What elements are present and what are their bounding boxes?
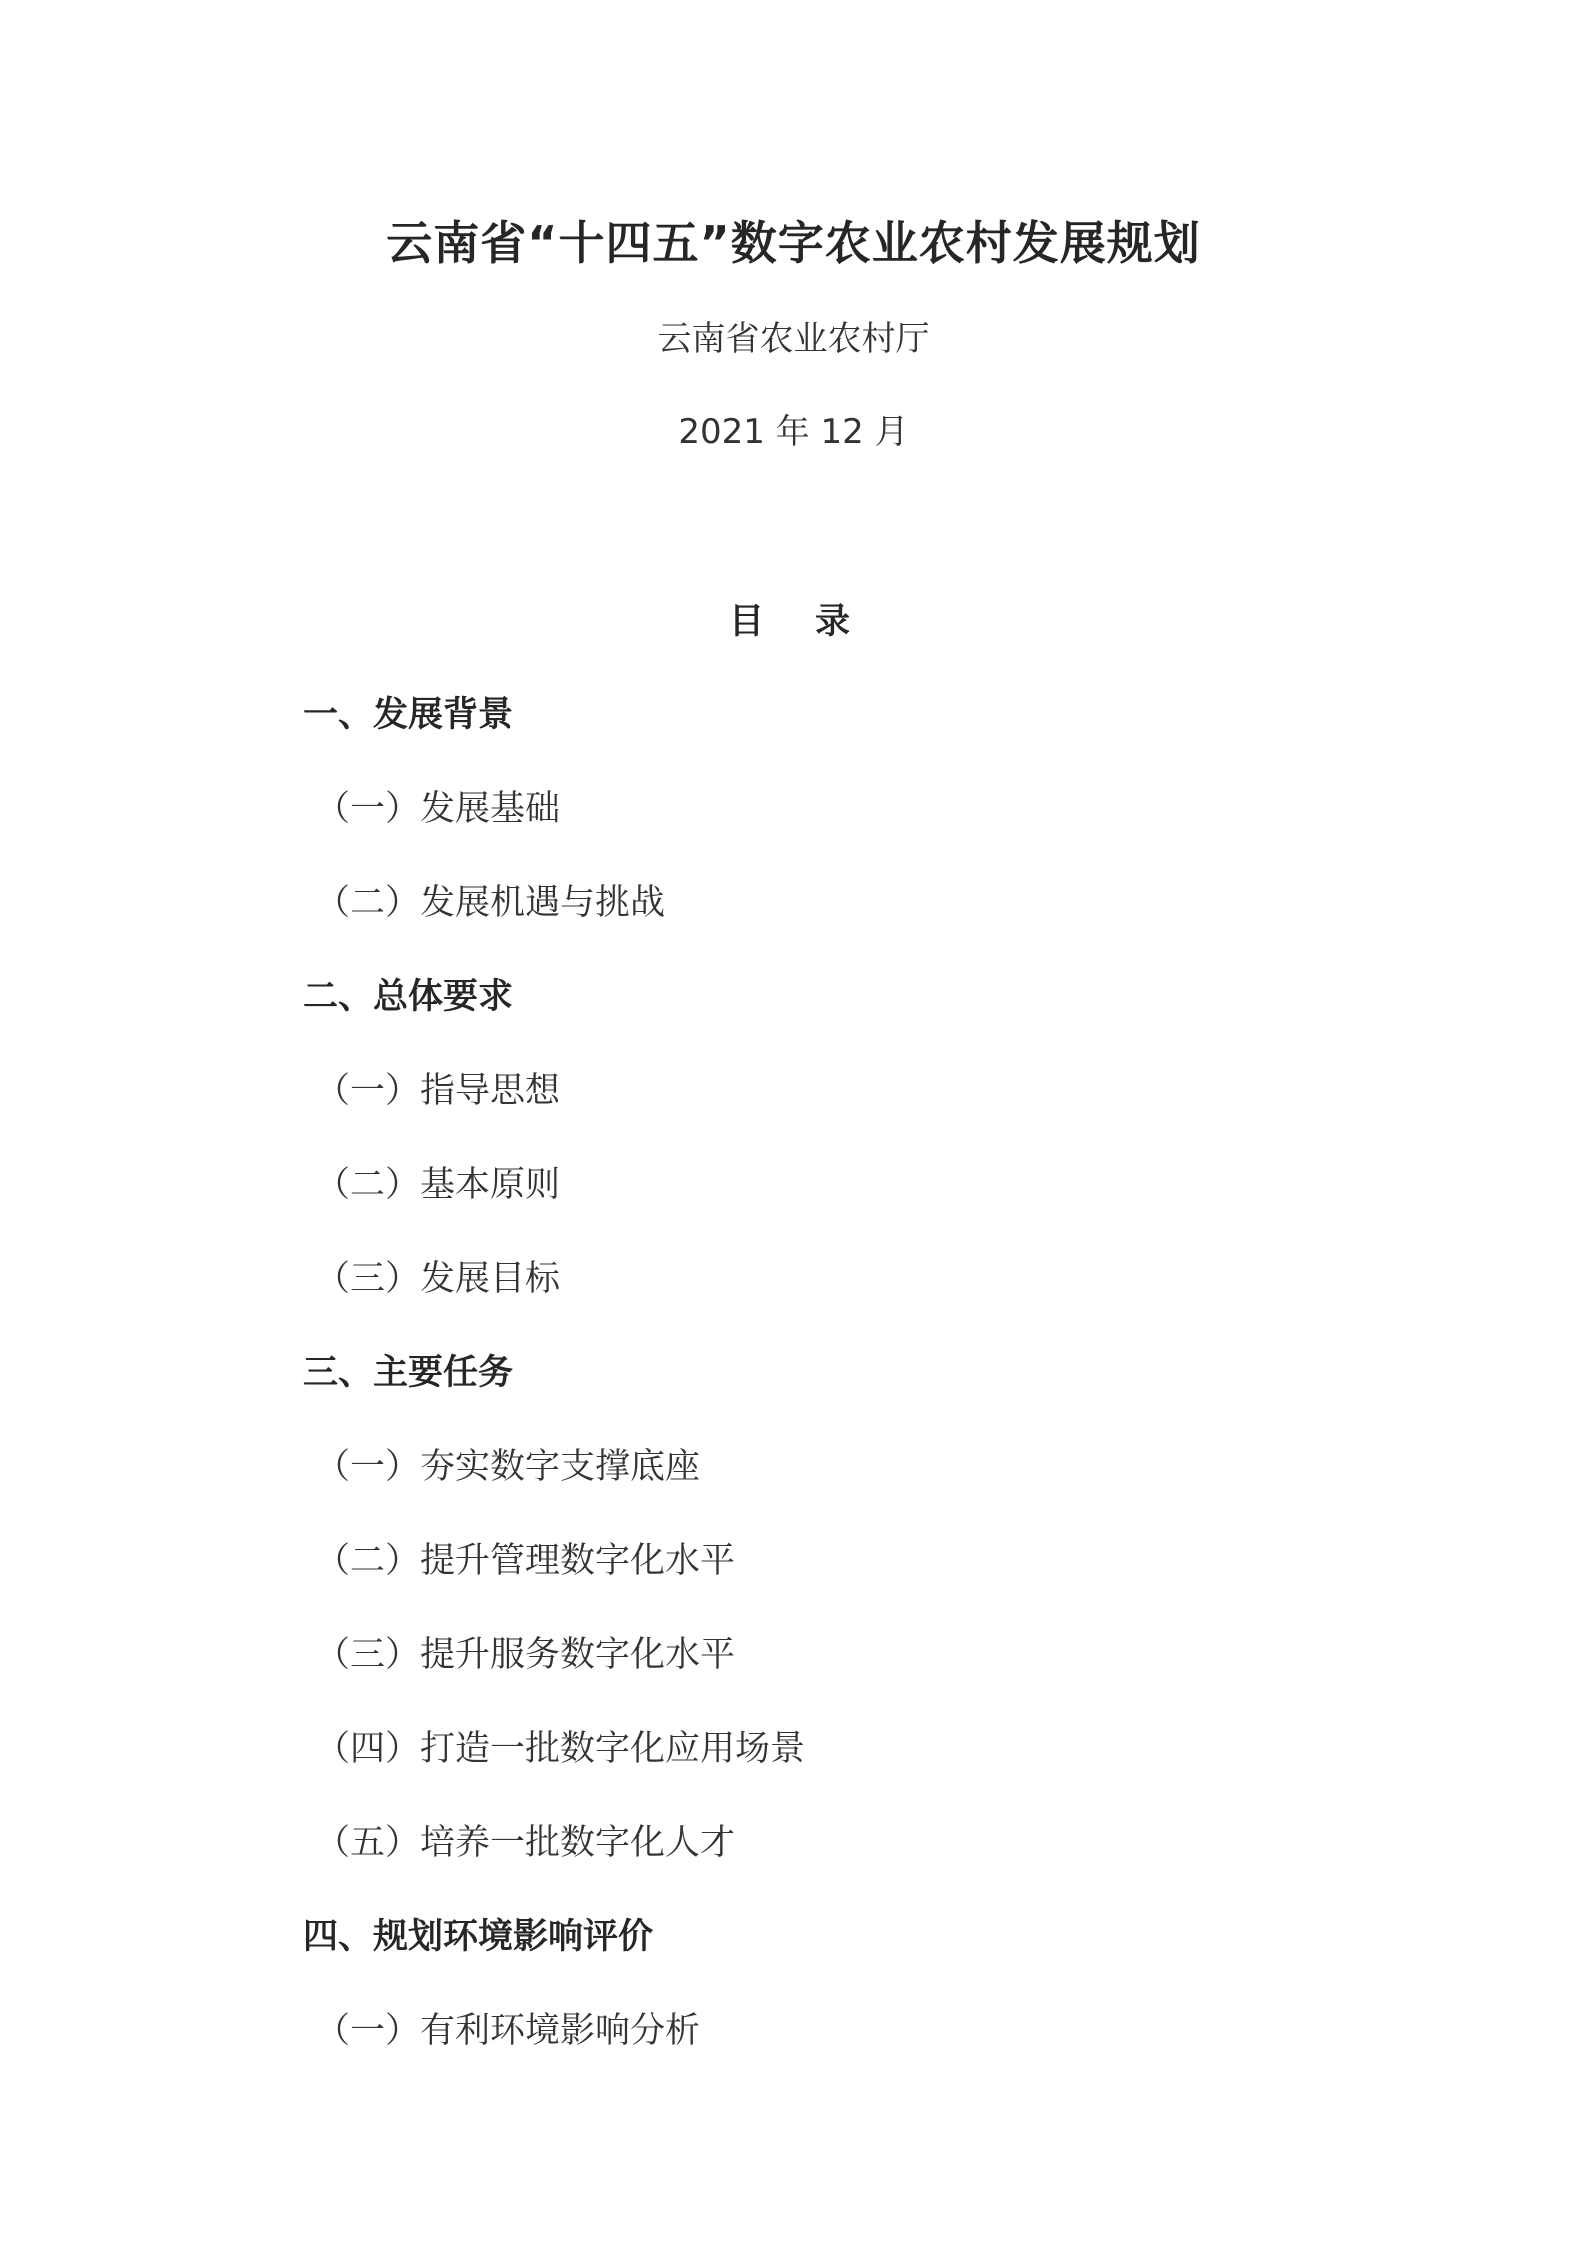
toc-section-heading: 一、发展背景: [303, 695, 514, 735]
toc-subsection-item: （二）基本原则: [315, 1165, 561, 1205]
table-of-contents: [303, 690, 1403, 2100]
document-title: 云南省“十四五”数字农业农村发展规划: [386, 216, 1201, 270]
toc-heading: 目 录: [728, 602, 858, 642]
toc-section-heading: 四、规划环境影响评价: [303, 1917, 654, 1957]
issuer-name: 云南省农业农村厅: [657, 319, 930, 359]
toc-section-heading: 二、总体要求: [303, 977, 514, 1017]
toc-subsection-item: （五）培养一批数字化人才: [315, 1823, 736, 1863]
toc-subsection-item: （二）提升管理数字化水平: [315, 1541, 736, 1581]
toc-subsection-item: （一）指导思想: [315, 1071, 561, 1111]
issue-date: 2021 年 12 月: [678, 412, 909, 452]
toc-subsection-item: （一）夯实数字支撑底座: [315, 1447, 701, 1487]
toc-subsection-item: （二）发展机遇与挑战: [315, 883, 666, 923]
toc-subsection-item: （一）有利环境影响分析: [315, 2011, 701, 2051]
toc-subsection-item: （一）发展基础: [315, 789, 561, 829]
toc-section-heading: 三、主要任务: [303, 1353, 514, 1393]
toc-subsection-item: （四）打造一批数字化应用场景: [315, 1729, 806, 1769]
toc-subsection-item: （三）发展目标: [315, 1259, 561, 1299]
toc-subsection-item: （三）提升服务数字化水平: [315, 1635, 736, 1675]
